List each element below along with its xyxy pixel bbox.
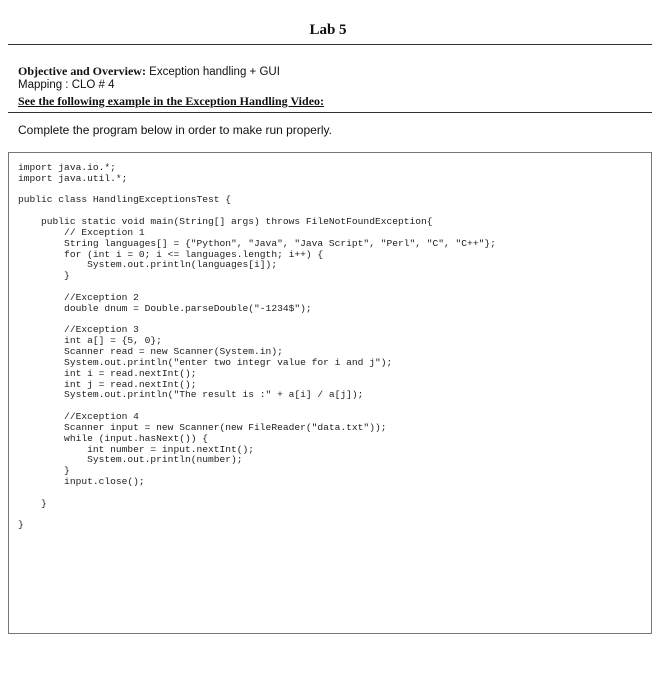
java-source-code: import java.io.*; import java.util.*; public class HandlingExceptionsTest { public static void main(String[] args) throws FileNotFoundException{ // Exception 1 String languages[] = {"Python", "Java", "Java Script", "Perl", "C", "C++"}; for (int i = 0; i <= languages.length; i++) { System.out.println(languages[i]); } //Exception 2 double dnum = Double.parseDouble("-1234$"); //Exception 3 int a[] = {5, 0}; Scanner read = new Scanner(System.in); System.out.println("enter two integr value for i and j"); int i = read.nextInt(); int j = read.nextInt(); System.out.println("The result is :" + a[i] / a[j]); //Exception 4 Scanner input = new Scanner(new FileReader("data.txt")); while (input.hasNext()) { int number = input.nextInt(); System.out.println(number); } input.close(); } } xyxy=(18,162,496,531)
objective-label: Objective and Overview: xyxy=(18,64,146,78)
video-note: See the following example in the Exception Handling Video: xyxy=(18,94,325,108)
section-divider xyxy=(8,112,652,113)
instruction-text: Complete the program below in order to make run properly. xyxy=(18,123,332,137)
objective-line xyxy=(18,64,280,79)
title-divider xyxy=(8,44,652,45)
lab-title: Lab 5 xyxy=(309,22,347,38)
mapping-line: Mapping : CLO # 4 xyxy=(18,79,115,91)
objective-text: Exception handling + GUI xyxy=(145,66,280,78)
code-block xyxy=(8,152,652,634)
